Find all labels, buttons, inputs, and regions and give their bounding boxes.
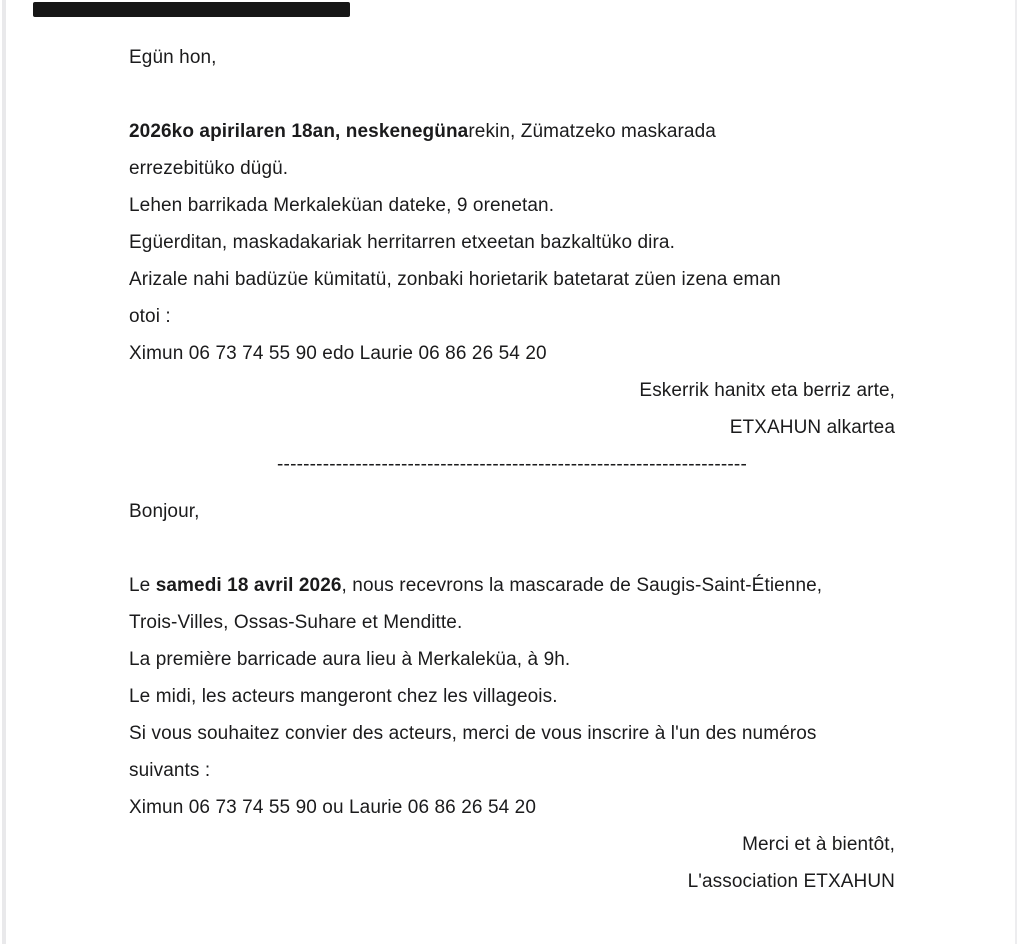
letter-line (129, 604, 895, 641)
section-separator (129, 446, 895, 483)
text-segment: Ximun 06 73 74 55 90 edo Laurie 06 86 26 54 20 (129, 343, 547, 364)
signoff-line (129, 826, 895, 863)
letter-section-basque (129, 39, 895, 483)
text-segment: Ximun 06 73 74 55 90 ou Laurie 06 86 26 54 20 (129, 797, 536, 818)
text-segment: , nous recevrons la mascarade de Saugis-Saint-Étienne, (341, 575, 823, 596)
text-segment: Arizale nahi badüzüe kümitatü, zonbaki horietarik batetarat züen izena eman (129, 269, 781, 290)
text-segment: otoi : (129, 306, 171, 327)
text-segment: rekin, Zümatzeko maskarada (468, 121, 716, 142)
letter-line (129, 752, 895, 789)
blank-line (129, 530, 895, 567)
signoff-line (129, 409, 895, 446)
letter-line (129, 150, 895, 187)
text-segment: suivants : (129, 760, 211, 781)
greeting-line (129, 39, 895, 76)
phone-line (129, 789, 895, 826)
greeting-line (129, 493, 895, 530)
signoff-line (129, 863, 895, 900)
letter-line (129, 567, 895, 604)
text-segment: ETXAHUN alkartea (729, 417, 895, 438)
bold-text-segment: samedi 18 avril 2026 (155, 575, 342, 596)
bold-text-segment: 2026ko apirilaren 18an, neskenegüna (129, 121, 469, 142)
letter-line (129, 224, 895, 261)
signoff-line (129, 372, 895, 409)
text-segment: Bonjour, (129, 501, 200, 522)
letter-line (129, 715, 895, 752)
letter-line (129, 641, 895, 678)
page-left-edge (2, 0, 6, 944)
text-segment: L'association ETXAHUN (687, 871, 895, 892)
letter-body (129, 39, 895, 900)
text-segment: errezebitüko dügü. (129, 158, 289, 179)
text-segment: Si vous souhaitez convier des acteurs, merci de vous inscrire à l'un des numéros (129, 723, 817, 744)
text-segment: ------------------------------------------------------------------------ (277, 454, 747, 475)
letter-line (129, 113, 895, 150)
phone-line (129, 335, 895, 372)
text-segment: Merci et à bientôt, (742, 834, 895, 855)
text-segment: Le midi, les acteurs mangeront chez les villageois. (129, 686, 558, 707)
text-segment: Eskerrik hanitx eta berriz arte, (639, 380, 895, 401)
blank-line (129, 76, 895, 113)
text-segment: La première barricade aura lieu à Merkaleküa, à 9h. (129, 649, 571, 670)
letter-section-french (129, 493, 895, 900)
letter-line (129, 187, 895, 224)
letter-line (129, 678, 895, 715)
page-right-edge (1015, 0, 1017, 944)
text-segment: Le (129, 575, 156, 596)
text-segment: Lehen barrikada Merkaleküan dateke, 9 orenetan. (129, 195, 555, 216)
letter-line (129, 298, 895, 335)
text-segment: Egüerditan, maskadakariak herritarren etxeetan bazkaltüko dira. (129, 232, 675, 253)
letter-line (129, 261, 895, 298)
redaction-bar (33, 2, 350, 17)
text-segment: Egün hon, (129, 47, 217, 68)
text-segment: Trois-Villes, Ossas-Suhare et Menditte. (129, 612, 463, 633)
